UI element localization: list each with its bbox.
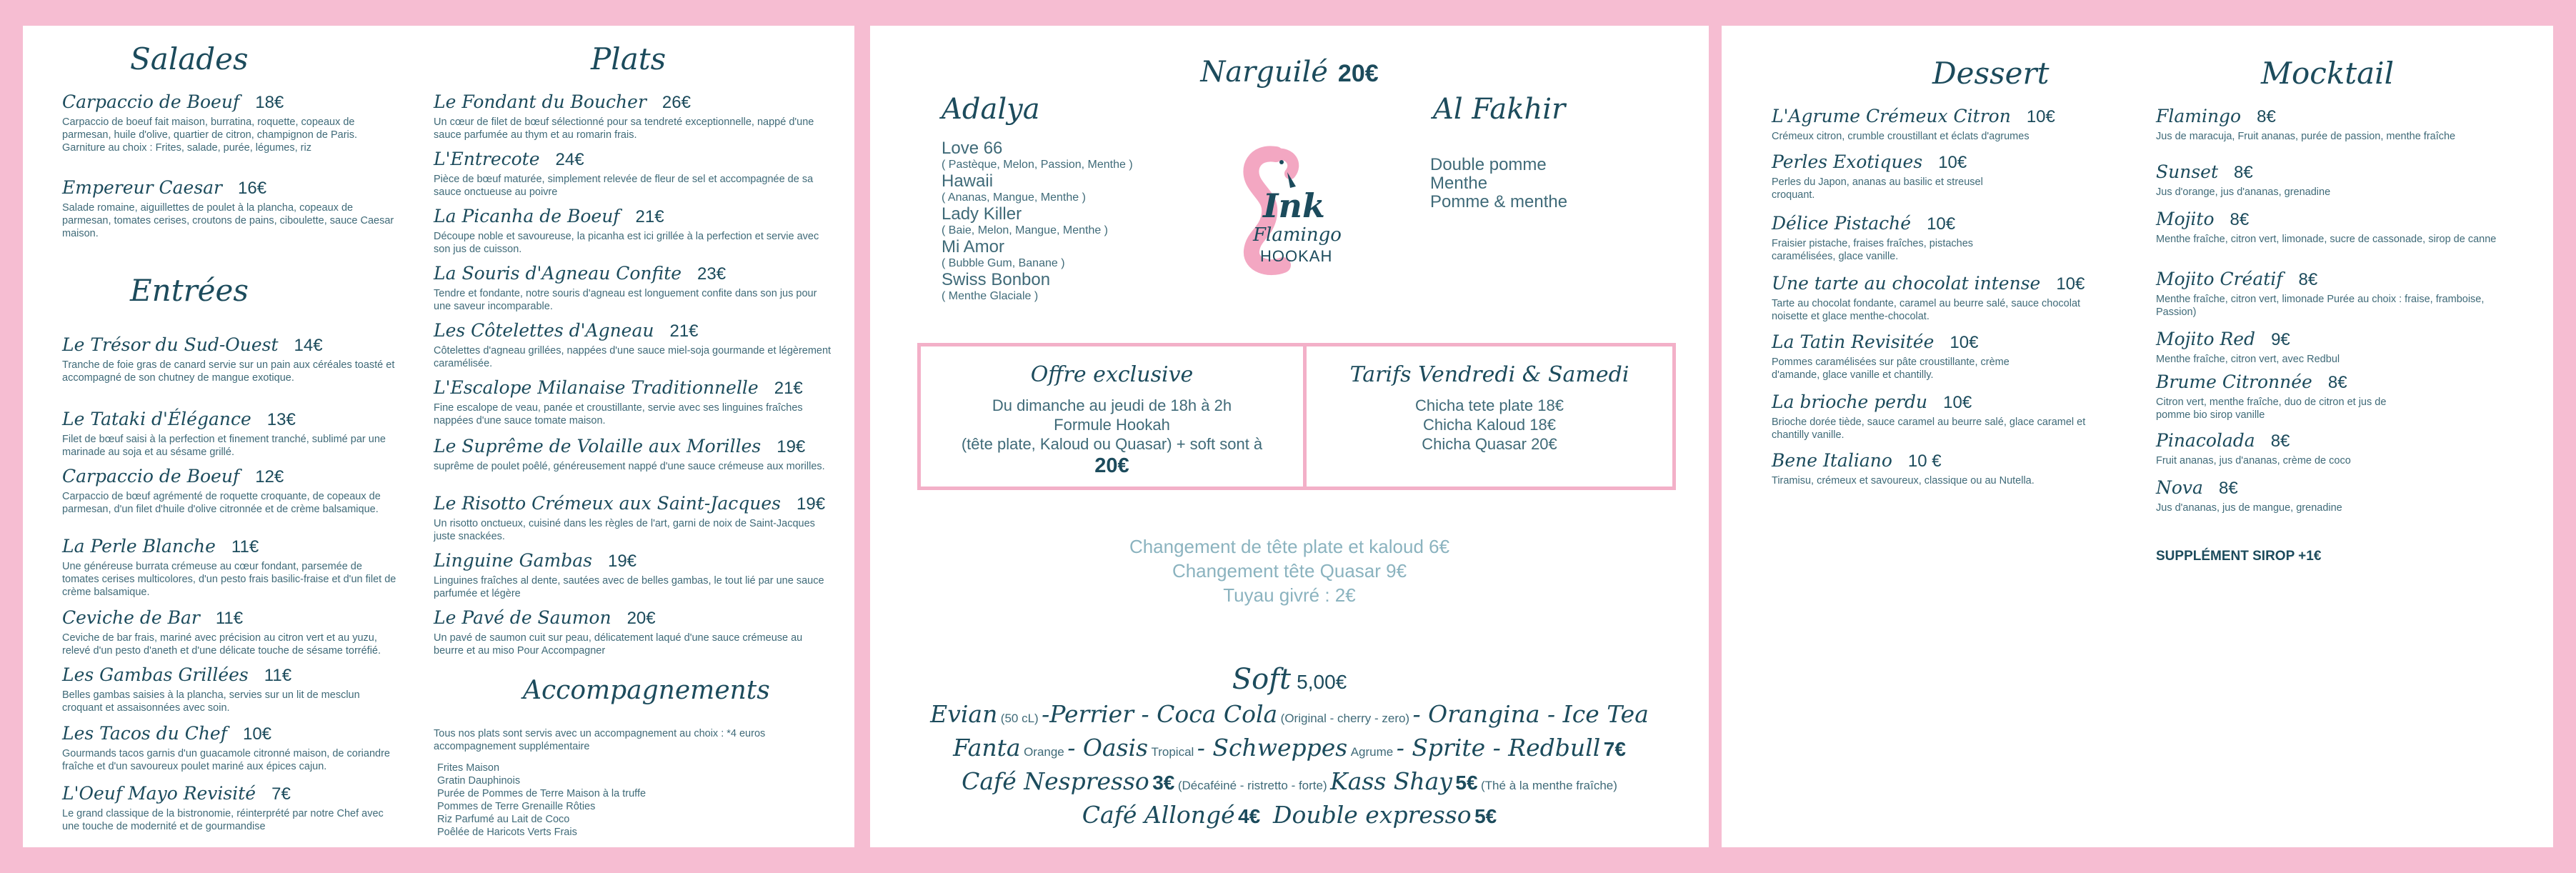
menu-item	[434, 206, 834, 256]
section-title-dessert: Dessert	[1932, 56, 2050, 91]
item-description: Citron vert, menthe fraîche, duo de citron et jus de pomme bio sirop vanille	[2156, 396, 2387, 421]
item-name: Le Pavé de Saumon	[434, 607, 611, 628]
item-price: 20€	[626, 609, 656, 628]
item-name: Linguine Gambas	[434, 550, 592, 571]
item-description: Un cœur de filet de bœuf sélectionné pour sa tendreté exceptionnelle, nappé d'une sauce parfumée au thym et au romarin frais.	[434, 116, 814, 141]
accompagnements-list	[437, 762, 809, 839]
changement-prices: Changement de tête plate et kaloud 6€ Changement tête Quasar 9€ Tuyau givré : 2€	[1129, 536, 1450, 606]
item-description: Découpe noble et savoureuse, la picanha est ici grillée à la perfection et servie avec son jus de cuisson.	[434, 231, 819, 255]
item-price: 13€	[266, 410, 296, 429]
list-item: Frites Maison	[437, 762, 500, 774]
soft-row: Café Allongé 4€ Double expresso 5€	[1082, 801, 1497, 829]
item-name: Les Tacos du Chef	[62, 723, 227, 744]
list-item: Double pomme	[1430, 155, 1547, 174]
list-item: Mi Amor ( Bubble Gum, Banane )	[942, 237, 1065, 269]
item-description: Menthe fraîche, citron vert, limonade, sucre de cassonade, sirop de canne	[2156, 234, 2497, 245]
soft-row: Café Nespresso 3€ (Décaféiné - ristretto - forte) Kass Shay 5€ (Thé à la menthe fraîche)	[962, 767, 1617, 795]
item-description: suprême de poulet poêlé, généreusement nappé d'une sauce crémeuse aux morilles.	[434, 461, 825, 472]
logo-flamingo: Flamingo	[1253, 224, 1342, 246]
offer-details: Du dimanche au jeudi de 18h à 2h Formule Hookah (tête plate, Kaloud ou Quasar) + soft sont à 20€	[921, 396, 1303, 476]
item-price: 10€	[1950, 333, 1979, 352]
item-price: 8€	[2230, 210, 2250, 229]
item-name: Une tarte au chocolat intense	[1772, 273, 2041, 294]
list-item: Pomme & menthe	[1430, 192, 1568, 211]
logo-hookah: HOOKAH	[1260, 247, 1333, 265]
item-description: Jus d'ananas, jus de mangue, grenadine	[2156, 502, 2342, 514]
brand-title-adalya: Adalya	[942, 93, 1040, 126]
menu-panel-hookah	[870, 26, 1709, 847]
soft-row: Fanta Orange - Oasis Tropical - Schweppes Agrume - Sprite - Redbull 7€	[953, 734, 1626, 762]
tarifs-lines: Chicha tete plate 18€ Chicha Kaloud 18€ Chicha Quasar 20€	[1415, 396, 1564, 453]
item-description: Un risotto onctueux, cuisiné dans les règles de l'art, garni de noix de Saint-Jacques juste snackées.	[434, 518, 815, 542]
menu-item	[434, 377, 834, 427]
item-price: 14€	[294, 336, 323, 355]
item-price: 8€	[2218, 479, 2238, 498]
menu-item	[434, 607, 834, 657]
item-price: 19€	[777, 437, 806, 457]
item-price: 9€	[2271, 330, 2290, 349]
item-name: Le Risotto Crémeux aux Saint-Jacques	[434, 493, 781, 514]
item-price: 7€	[271, 784, 291, 804]
item-name: Carpaccio de Boeuf	[62, 466, 240, 487]
item-price: 8€	[2270, 431, 2290, 451]
item-name: Les Côtelettes d'Agneau	[434, 320, 654, 341]
menu-item	[2156, 106, 2513, 143]
menu-item	[2156, 477, 2513, 514]
section-title-salades: Salades	[130, 41, 249, 76]
item-name: Le Fondant du Boucher	[434, 91, 647, 112]
list-item: Purée de Pommes de Terre Maison à la truffe	[437, 788, 647, 799]
menu-item	[1772, 106, 2107, 143]
item-name: Mojito Créatif	[2156, 269, 2283, 289]
item-description: Brioche dorée tiède, sauce caramel au beurre salé, glace caramel et chantilly vanille.	[1772, 416, 2086, 441]
menu-item	[62, 177, 398, 240]
item-description: Jus d'orange, jus d'ananas, grenadine	[2156, 186, 2331, 198]
item-description: Belles gambas saisies à la plancha, servies sur un lit de mesclun croquant et assaisonnées avec soin.	[62, 689, 360, 714]
adalya-flavor-list	[942, 139, 1133, 303]
item-name: Flamingo	[2156, 106, 2242, 126]
menu-item	[62, 536, 398, 599]
menu-item	[1772, 391, 2107, 442]
item-name: L'Agrume Crémeux Citron	[1772, 106, 2011, 126]
section-title-plats: Plats	[591, 41, 667, 76]
item-price: 11€	[215, 609, 244, 628]
menu-item	[434, 493, 834, 543]
logo-ink: Ink	[1263, 186, 1325, 225]
list-item: Hawaii ( Ananas, Mangue, Menthe )	[942, 171, 1086, 204]
menu-item	[1772, 151, 2107, 201]
item-name: Délice Pistaché	[1772, 213, 1912, 234]
item-price: 8€	[2234, 163, 2253, 182]
section-title-accompagnements: Accompagnements	[523, 676, 770, 705]
item-price: 8€	[2298, 270, 2318, 289]
ink-flamingo-logo	[1226, 144, 1354, 286]
supplement-sirop: SUPPLÉMENT SIROP +1€	[2156, 549, 2322, 564]
item-name: Bene Italiano	[1772, 450, 1892, 471]
menu-item	[434, 550, 834, 600]
item-price: 11€	[264, 666, 292, 685]
item-description: Carpaccio de boeuf fait maison, burratina, roquette, copeaux de parmesan, huile d'olive, quartier de citron, champignon de Paris. Garniture au choix : Frites, salade, purée, légumes, riz	[62, 116, 358, 154]
item-price: 18€	[255, 93, 284, 112]
item-price: 10€	[1938, 153, 1967, 172]
item-name: Brume Citronnée	[2156, 371, 2312, 392]
item-description: Linguines fraîches al dente, sautées avec de belles gambas, le tout lié par une sauce parfumée et légère	[434, 575, 824, 599]
item-description: Fine escalope de veau, panée et croustillante, servie avec ses linguines fraîches nappées d'une sauce tomate maison.	[434, 402, 803, 426]
item-name: Nova	[2156, 477, 2203, 498]
item-description: Perles du Japon, ananas au basilic et streusel croquant.	[1772, 176, 1983, 201]
item-name: La Picanha de Boeuf	[434, 206, 620, 226]
item-description: Fraisier pistache, fraises fraîches, pistaches caramélisées, glace vanille.	[1772, 238, 1974, 262]
menu-item	[2156, 430, 2513, 467]
list-item: Menthe	[1430, 174, 1488, 193]
item-description: Menthe fraîche, citron vert, limonade Purée au choix : fraise, framboise, Passion)	[2156, 294, 2485, 318]
menu-item	[434, 91, 834, 141]
item-description: Côtelettes d'agneau grillées, nappées d'une sauce miel-soja gourmande et légèrement caramélisée.	[434, 345, 832, 369]
item-price: 26€	[662, 93, 691, 112]
menu-item	[1772, 213, 2107, 263]
menu-item	[1772, 331, 2107, 381]
menu-item	[434, 263, 834, 313]
menu-panel-food	[23, 26, 854, 847]
menu-item	[2156, 329, 2513, 366]
menu-item	[1772, 450, 2107, 487]
item-name: Le Suprême de Volaille aux Morilles	[434, 436, 762, 457]
item-price: 19€	[797, 494, 826, 514]
menu-item	[434, 436, 834, 473]
item-price: 24€	[555, 150, 584, 169]
item-description: Filet de bœuf saisi à la perfection et finement tranché, sublimé par une marinade au soja et au sésame grillé.	[62, 434, 386, 458]
item-price: 10€	[242, 724, 272, 744]
item-price: 8€	[2257, 107, 2276, 126]
menu-item	[62, 91, 398, 154]
item-price: 10€	[2026, 107, 2055, 126]
menu-item	[1772, 273, 2107, 323]
menu-item	[62, 409, 398, 459]
item-name: L'Oeuf Mayo Revisité	[62, 783, 256, 804]
section-title-entrees: Entrées	[130, 273, 249, 308]
list-item: Gratin Dauphinois	[437, 775, 521, 787]
soft-row: Evian (50 cL) -Perrier - Coca Cola (Original - cherry - zero) - Orangina - Ice Tea	[930, 700, 1649, 728]
item-description: Le grand classique de la bistronomie, réinterprété par notre Chef avec une touche de modernité et de gourmandise	[62, 808, 384, 832]
item-description: Salade romaine, aiguillettes de poulet à la plancha, copeaux de parmesan, tomates cerises, croutons de pains, ciboulette, sauce Caesar maison.	[62, 202, 394, 239]
list-item: Swiss Bonbon ( Menthe Glaciale )	[942, 270, 1051, 302]
menu-item	[2156, 161, 2513, 199]
item-name: Mojito Red	[2156, 329, 2256, 349]
item-description: Une généreuse burrata crémeuse au cœur fondant, parsemée de tomates cerises multicolores, d'un pesto frais basilic-fraise et d'un filet de crème balsamique.	[62, 561, 396, 598]
item-description: Menthe fraîche, citron vert, avec Redbul	[2156, 354, 2340, 365]
item-name: Le Trésor du Sud-Ouest	[62, 334, 279, 355]
item-name: Empereur Caesar	[62, 177, 223, 198]
item-description: Tranche de foie gras de canard servie sur un pain aux céréales toasté et accompagné de son chutney de mangue exotique.	[62, 359, 395, 384]
brand-title-al-fakhir: Al Fakhir	[1433, 93, 1566, 126]
item-name: Le Tataki d'Élégance	[62, 409, 251, 429]
item-name: Perles Exotiques	[1772, 151, 1923, 172]
item-name: Pinacolada	[2156, 430, 2255, 451]
soft-price: 5,00€	[1297, 671, 1347, 693]
item-price: 10€	[1943, 393, 1972, 412]
al-fakhir-flavor-list	[1430, 156, 1567, 211]
item-description: Pommes caramélisées sur pâte croustillante, crème d'amande, glace vanille et chantilly.	[1772, 356, 2010, 381]
offer-title: Offre exclusive	[1030, 362, 1194, 387]
tarifs-title: Tarifs Vendredi & Samedi	[1349, 362, 1629, 387]
item-description: Ceviche de bar frais, mariné avec précision au citron vert et au yuzu, relevé d'un pesto d'aneth et d'une délicate touche de sésame torréfié.	[62, 632, 381, 657]
item-price: 12€	[255, 467, 284, 487]
item-description: Tarte au chocolat fondante, caramel au beurre salé, sauce chocolat noisette et glace menthe-chocolat.	[1772, 298, 2081, 322]
item-price: 11€	[231, 537, 259, 557]
item-name: La Tatin Revisitée	[1772, 331, 1935, 352]
offer-exclusive-box	[917, 343, 1307, 490]
section-title-narguile: Narguilé 20€	[1200, 56, 1379, 89]
item-name: La Perle Blanche	[62, 536, 216, 557]
menu-item	[2156, 269, 2513, 319]
item-price: 16€	[238, 179, 267, 198]
menu-item	[62, 664, 398, 714]
menu-item	[434, 320, 834, 370]
list-item: Pommes de Terre Grenaille Rôties	[437, 801, 596, 812]
narguile-price: 20€	[1337, 60, 1379, 87]
item-price: 21€	[635, 207, 664, 226]
item-name: Sunset	[2156, 161, 2218, 182]
item-description: Un pavé de saumon cuit sur peau, délicatement laqué d'une sauce crémeuse au beurre et au miso Pour Accompagner	[434, 632, 803, 657]
item-description: Fruit ananas, jus d'ananas, crème de coco	[2156, 455, 2351, 467]
item-name: Les Gambas Grillées	[62, 664, 249, 685]
item-name: Ceviche de Bar	[62, 607, 200, 628]
item-description: Tiramisu, crémeux et savoureux, classique ou au Nutella.	[1772, 475, 2035, 487]
item-name: Carpaccio de Boeuf	[62, 91, 240, 112]
menu-item	[62, 783, 398, 833]
menu-panel-dessert-mocktail	[1722, 26, 2553, 847]
item-name: La Souris d'Agneau Confite	[434, 263, 682, 284]
item-name: L'Entrecote	[434, 149, 540, 169]
tarifs-box	[1303, 343, 1676, 490]
menu-item	[62, 723, 398, 773]
item-description: Tendre et fondante, notre souris d'agneau est longuement confite dans son jus pour une saveur incomparable.	[434, 288, 817, 312]
item-name: Mojito	[2156, 209, 2215, 229]
menu-item	[62, 607, 398, 657]
section-title-soft: Soft 5,00€	[1232, 663, 1347, 696]
list-item: Lady Killer ( Baie, Melon, Mangue, Menthe )	[942, 204, 1109, 236]
accompagnements-intro: Tous nos plats sont servis avec un accompagnement au choix : *4 euros accompagnement supplémentaire	[434, 728, 766, 752]
item-price: 10€	[2056, 274, 2085, 294]
menu-item	[434, 149, 834, 199]
item-price: 10 €	[1907, 452, 1942, 471]
item-description: Gourmands tacos garnis d'un guacamole citronné maison, de coriandre fraîche et d'un savoureux poulet mariné aux épices cajun.	[62, 748, 390, 772]
menu-item	[62, 466, 398, 516]
item-price: 21€	[669, 321, 699, 341]
list-item: Love 66 ( Pastèque, Melon, Passion, Menthe )	[942, 139, 1133, 171]
item-description: Jus de maracuja, Fruit ananas, purée de passion, menthe fraîche	[2156, 131, 2456, 142]
item-price: 23€	[697, 264, 727, 284]
item-price: 10€	[1927, 214, 1956, 234]
menu-item	[2156, 209, 2513, 246]
list-item: Riz Parfumé au Lait de Coco	[437, 814, 570, 825]
soft-drinks-list	[870, 700, 1709, 834]
item-price: 21€	[774, 379, 803, 398]
section-title-mocktail: Mocktail	[2261, 56, 2395, 91]
item-price: 8€	[2327, 373, 2347, 392]
list-item: Poêlée de Haricots Verts Frais	[437, 827, 577, 838]
item-description: Pièce de bœuf maturée, simplement relevée de fleur de sel et accompagnée de sa sauce onctueuse au poivre	[434, 174, 814, 198]
item-name: L'Escalope Milanaise Traditionnelle	[434, 377, 759, 398]
item-price: 19€	[607, 552, 637, 571]
item-name: La brioche perdu	[1772, 391, 1928, 412]
menu-item	[62, 334, 398, 384]
menu-item	[2156, 371, 2513, 421]
item-description: Crémeux citron, crumble croustillant et éclats d'agrumes	[1772, 131, 2030, 142]
item-description: Carpaccio de bœuf agrémenté de roquette croquante, de copeaux de parmesan, d'un filet d'huile d'olive citronnée et de crème balsamique.	[62, 491, 381, 515]
offer-price: 20€	[1094, 454, 1129, 477]
